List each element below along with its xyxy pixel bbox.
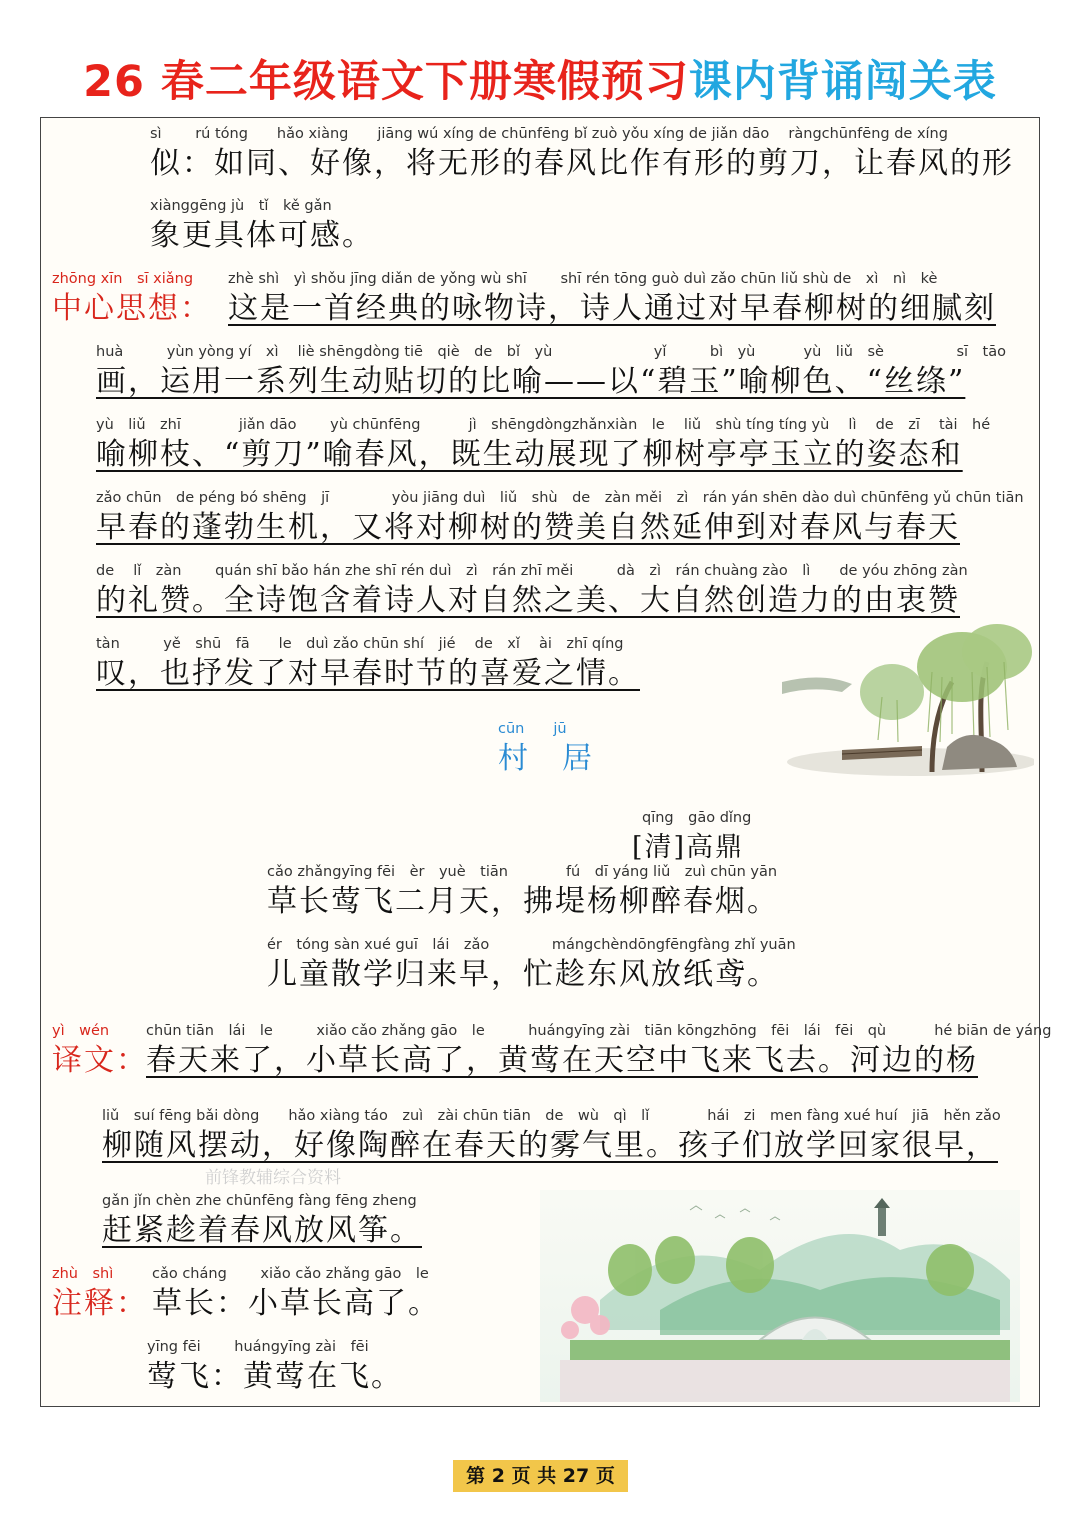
pinyin: zhè shì yì shǒu jīng diǎn de yǒng wù shī shī rén tōng guò duì zǎo chūn liǔ shù de xì nì kè [228, 271, 938, 287]
label-text: 中心思想： [52, 291, 212, 326]
pinyin: ér tóng sàn xué guī lái zǎo mángchèndōngfēngfàng zhǐ yuān [267, 937, 796, 953]
label-pinyin: yì wén [52, 1023, 110, 1039]
pinyin: yù liǔ zhī jiǎn dāo yù chūnfēng jì shēngdòngzhǎnxiàn le liǔ shù tíng tíng yù lì de zī tài hé [96, 417, 991, 433]
label-pinyin: zhù shì [52, 1266, 114, 1282]
pinyin: huà yùn yòng yí xì liè shēngdòng tiē qiè de bǐ yù yǐ bì yù yù liǔ sè sī tāo [96, 344, 1006, 360]
poem-title [498, 719, 594, 779]
pinyin: tàn yě shū fā le duì zǎo chūn shí jié de xǐ ài zhī qíng [96, 636, 624, 652]
poem-line [267, 935, 796, 995]
pinyin: de lǐ zàn quán shī bǎo hán zhe shī rén duì zì rán zhī měi dà zì rán chuàng zào lì de yóu zhōng zàn [96, 563, 968, 579]
text-line [146, 1021, 1051, 1081]
text-line [150, 124, 1014, 184]
pinyin: cǎo cháng xiǎo cǎo zhǎng gāo le [152, 1266, 429, 1282]
landscape-painting [540, 1190, 1020, 1402]
page-number: 第 2 页 共 27 页 [453, 1460, 628, 1492]
pinyin: chūn tiān lái le xiǎo cǎo zhǎng gāo le huángyīng zài tiān kōngzhōng fēi lái fēi qù hé biān de yáng [146, 1023, 1052, 1039]
pinyin: zǎo chūn de péng bó shēng jī yòu jiāng duì liǔ shù de zàn měi zì rán yán shēn dào duì chūnfēng yǔ chūn tiān [96, 490, 1024, 506]
pinyin: liǔ suí fēng bǎi dòng hǎo xiàng táo zuì zài chūn tiān de wù qì lǐ hái zi men fàng xué huí jiā hěn zǎo [102, 1108, 1001, 1124]
pinyin: yīng fēi huángyīng zài fēi [147, 1339, 369, 1355]
pinyin: gǎn jǐn chèn zhe chūnfēng fàng fēng zheng [102, 1193, 417, 1209]
hanzi: 象更具体可感。 [150, 218, 374, 253]
section-label [52, 1021, 148, 1081]
hanzi: 草长：小草长高了。 [152, 1286, 440, 1321]
text-line [96, 342, 1006, 402]
hanzi: 莺飞：黄莺在飞。 [147, 1359, 403, 1394]
label-text: 注释： [52, 1286, 148, 1321]
pinyin: sì rú tóng hǎo xiàng jiāng wú xíng de chūnfēng bǐ zuò yǒu xíng de jiǎn dāo ràngchūnfēng de xíng [150, 126, 948, 142]
section-label [52, 1264, 148, 1324]
text-line [96, 561, 968, 621]
text-line [150, 196, 374, 256]
title-holiday: 寒假预习 [512, 57, 689, 107]
poem-line [267, 862, 779, 922]
section-label [52, 269, 212, 329]
hanzi: 似：如同、好像，将无形的春风比作有形的剪刀，让春风的形 [150, 146, 1014, 181]
hanzi: 草长莺飞二月天，拂堤杨柳醉春烟。 [267, 884, 779, 919]
hanzi: 喻柳枝、“剪刀”喻春风，既生动展现了柳树亭亭玉立的姿态和 [96, 437, 963, 472]
hanzi: 村 居 [498, 741, 594, 776]
hanzi: 的礼赞。全诗饱含着诗人对自然之美、大自然创造力的由衷赞 [96, 583, 960, 618]
text-line [147, 1337, 403, 1397]
poem-author [632, 808, 751, 868]
text-line [96, 488, 1024, 548]
text-line [102, 1106, 1001, 1166]
willow-painting [782, 622, 1034, 782]
text-line [96, 634, 640, 694]
pinyin: xiànggēng jù tǐ kě gǎn [150, 198, 332, 214]
title-checklist: 课内背诵闯关表 [688, 57, 997, 107]
hanzi: 赶紧趁着春风放风筝。 [102, 1213, 422, 1248]
text-line [102, 1191, 422, 1251]
title-grade: 26 春二年级语文下册 [83, 57, 513, 107]
text-line [152, 1264, 440, 1324]
hanzi: [清]高鼎 [632, 832, 745, 863]
label-text: 译文： [52, 1043, 148, 1078]
page-title [0, 48, 1080, 109]
label-pinyin: zhōng xīn sī xiǎng [52, 271, 194, 287]
watermark: 前锋教辅综合资料 [205, 1168, 341, 1188]
hanzi: 柳随风摆动，好像陶醉在春天的雾气里。孩子们放学回家很早， [102, 1128, 998, 1163]
hanzi: 春天来了，小草长高了，黄莺在天空中飞来飞去。河边的杨 [146, 1043, 978, 1078]
hanzi: 这是一首经典的咏物诗，诗人通过对早春柳树的细腻刻 [228, 291, 996, 326]
pinyin: qīng gāo dǐng [642, 810, 752, 826]
hanzi: 儿童散学归来早，忙趁东风放纸鸢。 [267, 957, 779, 992]
hanzi: 画，运用一系列生动贴切的比喻——以“碧玉”喻柳色、“丝绦” [96, 364, 966, 399]
hanzi: 叹，也抒发了对早春时节的喜爱之情。 [96, 656, 640, 691]
text-line [228, 269, 996, 329]
hanzi: 早春的蓬勃生机，又将对柳树的赞美自然延伸到对春风与春天 [96, 510, 960, 545]
pinyin: cǎo zhǎngyīng fēi èr yuè tiān fú dī yáng liǔ zuì chūn yān [267, 864, 778, 880]
text-line [96, 415, 990, 475]
pinyin: cūn jū [498, 721, 567, 737]
